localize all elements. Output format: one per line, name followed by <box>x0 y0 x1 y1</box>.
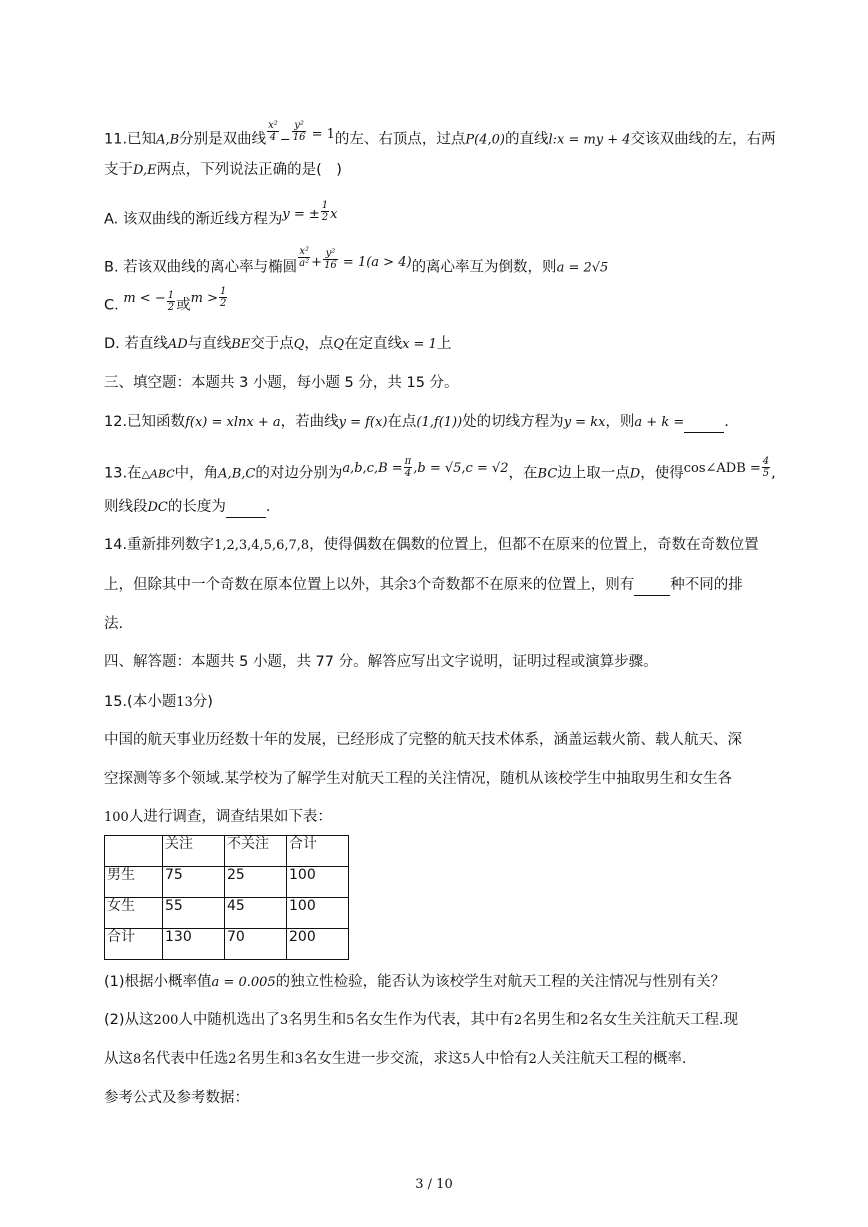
table-cell: 女生 <box>105 898 163 929</box>
q12: 12.已知函数f(x) = xlnx + a，若曲线y = f(x)在点(1,f(1))处的切线方程为y = kx，则a + k = . <box>104 412 729 433</box>
section-3-heading: 三、填空题：本题共 3 小题，每小题 5 分，共 15 分。 <box>104 375 459 391</box>
table-cell: 75 <box>163 867 225 898</box>
table-row <box>105 929 349 960</box>
q15-subquestion-2-line1: (2)从这200人中随机选出了3名男生和5名女生作为代表，其中有2名男生和2名女生关注航天工程.现 <box>104 1012 739 1028</box>
page-number: 3 / 10 <box>415 1177 453 1192</box>
table-cell: 200 <box>287 929 349 960</box>
table-cell: 100 <box>287 867 349 898</box>
q15-title: 15.(本小题13分) <box>104 694 213 710</box>
table-row <box>105 898 349 929</box>
q15-subquestion-2-line2: 从这8名代表中任选2名男生和3名女生进一步交流，求这5人中恰有2人关注航天工程的概率. <box>104 1051 687 1067</box>
table-cell: 关注 <box>163 836 225 867</box>
table-cell: 合计 <box>105 929 163 960</box>
table-cell: 25 <box>225 867 287 898</box>
q15-para-line1: 中国的航天事业历经数十年的发展，已经形成了完整的航天技术体系，涵盖运载火箭、载人航天、深 <box>104 732 742 748</box>
table-header-row <box>105 836 349 867</box>
q13-answer-blank <box>226 503 266 518</box>
q11-line1: 11.已知A,B分别是双曲线 $\frac{\text{x²}}{4}$ − $\frac{\text{y²}}{16}$ = 1的左、右顶点，过点P(4,0)的直线l:x = my + 4交该双曲线的左，右两 <box>104 120 776 148</box>
q13-line2: 则线段DC的长度为 . <box>104 497 270 518</box>
table-cell: 130 <box>163 929 225 960</box>
survey-table <box>104 835 349 960</box>
table-cell: 55 <box>163 898 225 929</box>
q11-option-a: A. 该双曲线的渐近线方程为y = ± $\frac{1}{2}$ x <box>104 200 338 228</box>
q11-option-d: D. 若直线AD与直线BE交于点Q，点Q在定直线x = 1上 <box>104 336 452 352</box>
q11-line2: 支于D,E两点，下列说法正确的是( ) <box>104 162 342 178</box>
q14-answer-blank <box>634 581 670 596</box>
table-cell <box>105 836 163 867</box>
q11-option-c: C. m < − $\frac{1}{2}$ 或m > $\frac{1}{2}$ <box>104 286 227 314</box>
q14-line3: 法. <box>104 616 124 632</box>
q15-reference-heading: 参考公式及参考数据： <box>104 1090 249 1106</box>
table-cell: 45 <box>225 898 287 929</box>
table-cell: 不关注 <box>225 836 287 867</box>
q15-para-line3: 100人进行调查，调查结果如下表： <box>104 809 332 825</box>
table-cell: 合计 <box>287 836 349 867</box>
q14-line2: 上，但除其中一个奇数在原本位置上以外，其余3个奇数都不在原来的位置上，则有 种不同的排 <box>104 575 743 596</box>
q13-line1: 13.在△ABC中，角A,B,C的对边分别为a,b,c,B = $\frac{\pi}{4}$ ,b = √5,c = √2，在BC边上取一点D，使得cos∠ADB = $\frac{4}{5}$ , <box>104 456 776 482</box>
table-cell: 70 <box>225 929 287 960</box>
q15-para-line2: 空探测等多个领域.某学校为了解学生对航天工程的关注情况，随机从该校学生中抽取男生和女生各 <box>104 771 733 787</box>
section-4-heading: 四、解答题：本题共 5 小题，共 77 分。解答应写出文字说明，证明过程或演算步骤。 <box>104 654 658 670</box>
table-cell: 男生 <box>105 867 163 898</box>
table-row <box>105 867 349 898</box>
q14-line1: 14.重新排列数字1,2,3,4,5,6,7,8，使得偶数在偶数的位置上，但都不在原来的位置上，奇数在奇数位置 <box>104 537 759 553</box>
q11-option-b: B. 若该双曲线的离心率与椭圆 $\frac{\text{x²}}{\text{a²}}$ + $\frac{\text{y²}}{16}$ = 1(a > 4)的离心率互为倒数，则a = 2√5 <box>104 246 609 276</box>
q12-answer-blank <box>684 418 724 433</box>
table-cell: 100 <box>287 898 349 929</box>
q15-subquestion-1: (1)根据小概率值a = 0.005的独立性检验，能否认为该校学生对航天工程的关注情况与性别有关？ <box>104 974 726 990</box>
